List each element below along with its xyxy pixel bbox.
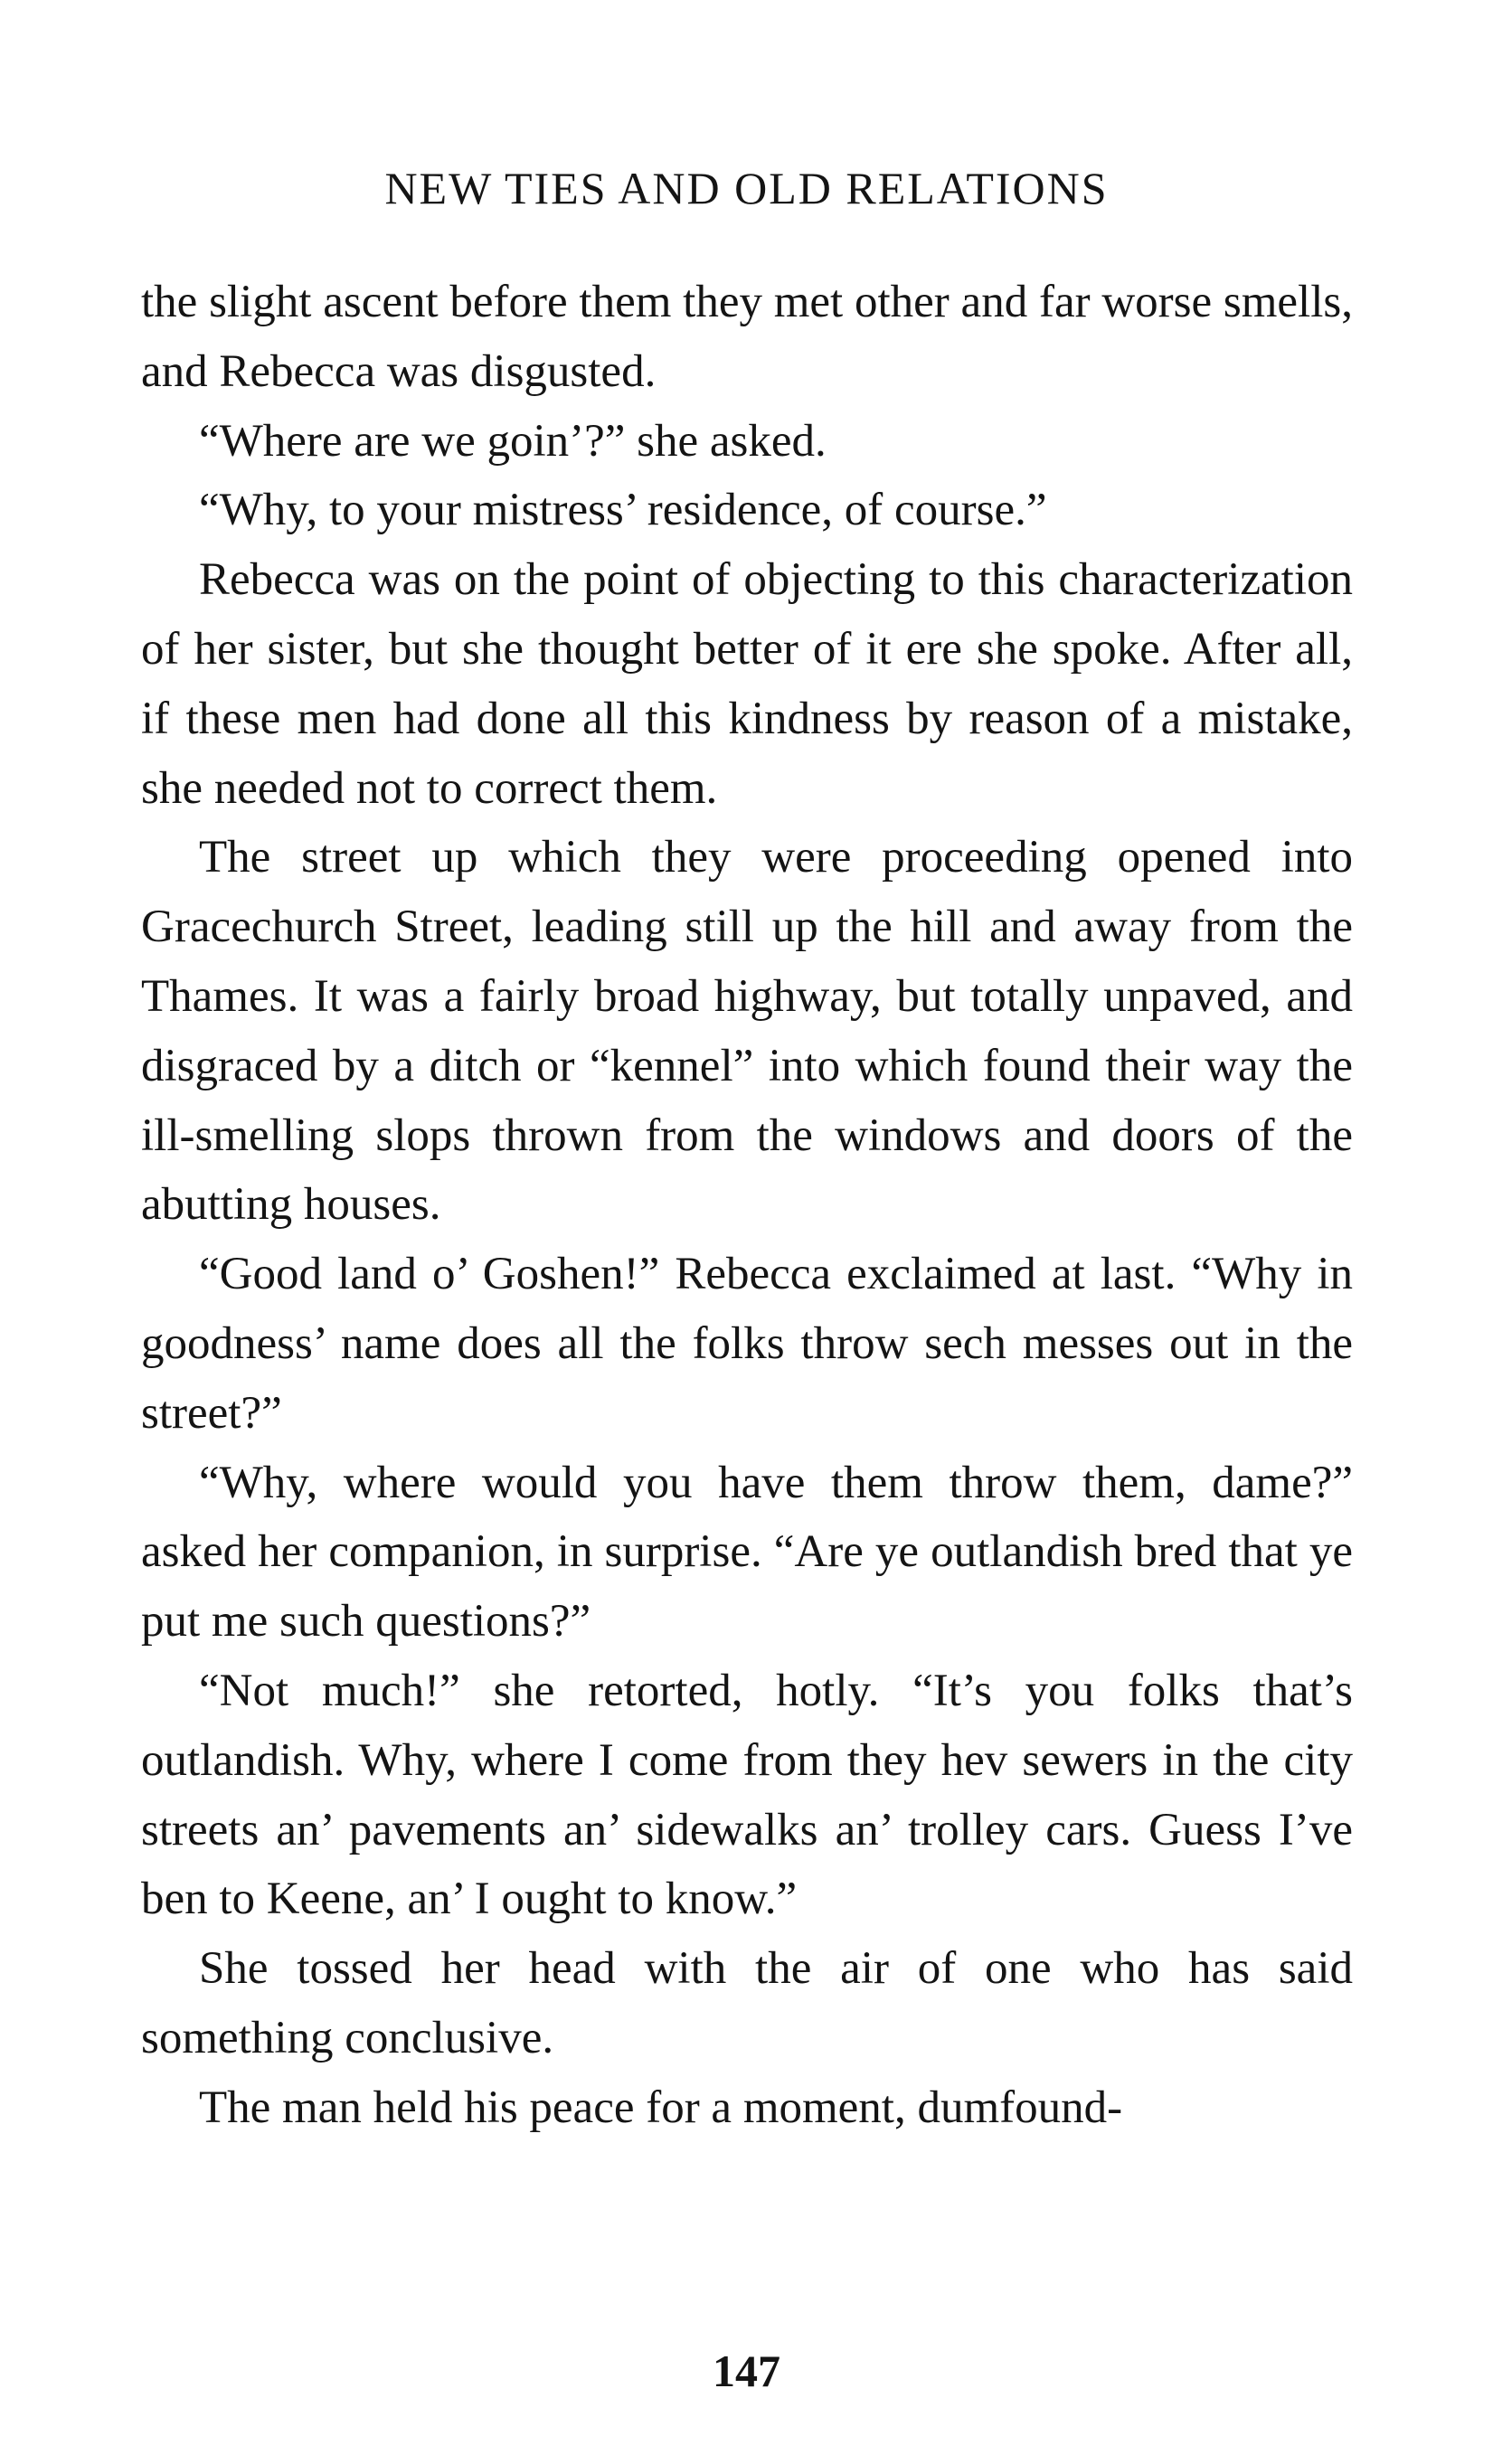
paragraph-tossed-head: She tossed her head with the air of one who has said something conclusive. (141, 1943, 1353, 2063)
paragraph-gracechurch-street: The street up which they were proceeding opened into Gracechurch Street, leading still up the hill and away from the Thames. It was a fairly broad highway, but totally unpaved, and disgraced by a ditch or “kennel” into which found their way the ill-smelling slops thrown from the windows and doors of the abutting houses. (141, 832, 1353, 1231)
paragraph-good-land: “Good land o’ Goshen!” Rebecca exclaimed at last. “Why in goodness’ name does all the folks throw sech messes out in the street?” (141, 1249, 1353, 1439)
paragraph-rebecca-objecting: Rebecca was on the point of objecting to this characterization of her sister, but she thought better of it ere she spoke. After all, if these men had done all this kindness by reason of a mistake, she needed not to correct them. (141, 554, 1353, 814)
running-head: NEW TIES AND OLD RELATIONS (384, 163, 1109, 213)
body-text (141, 268, 1353, 2143)
page-number: 147 (713, 2346, 780, 2396)
paragraph-not-much: “Not much!” she retorted, hotly. “It’s you folks that’s outlandish. Why, where I come from they hev sewers in the city streets an’ pavements an’ sidewalks an’ trolley cars. Guess I’ve ben to Keene, an’ I ought to know.” (141, 1665, 1353, 1925)
paragraph-continued: the slight ascent before them they met other and far worse smells, and Rebecca was disgusted. (141, 277, 1353, 397)
paragraph-companion-surprise: “Why, where would you have them throw them, dame?” asked her companion, in surprise. “Are ye outlandish bred that ye put me such questions?” (141, 1457, 1353, 1647)
paragraph-man-held-peace: The man held his peace for a moment, dumfound- (199, 2082, 1123, 2133)
paragraph-question: “Where are we goin’?” she asked. (199, 415, 827, 467)
paragraph-reply: “Why, to your mistress’ residence, of course.” (199, 485, 1047, 536)
